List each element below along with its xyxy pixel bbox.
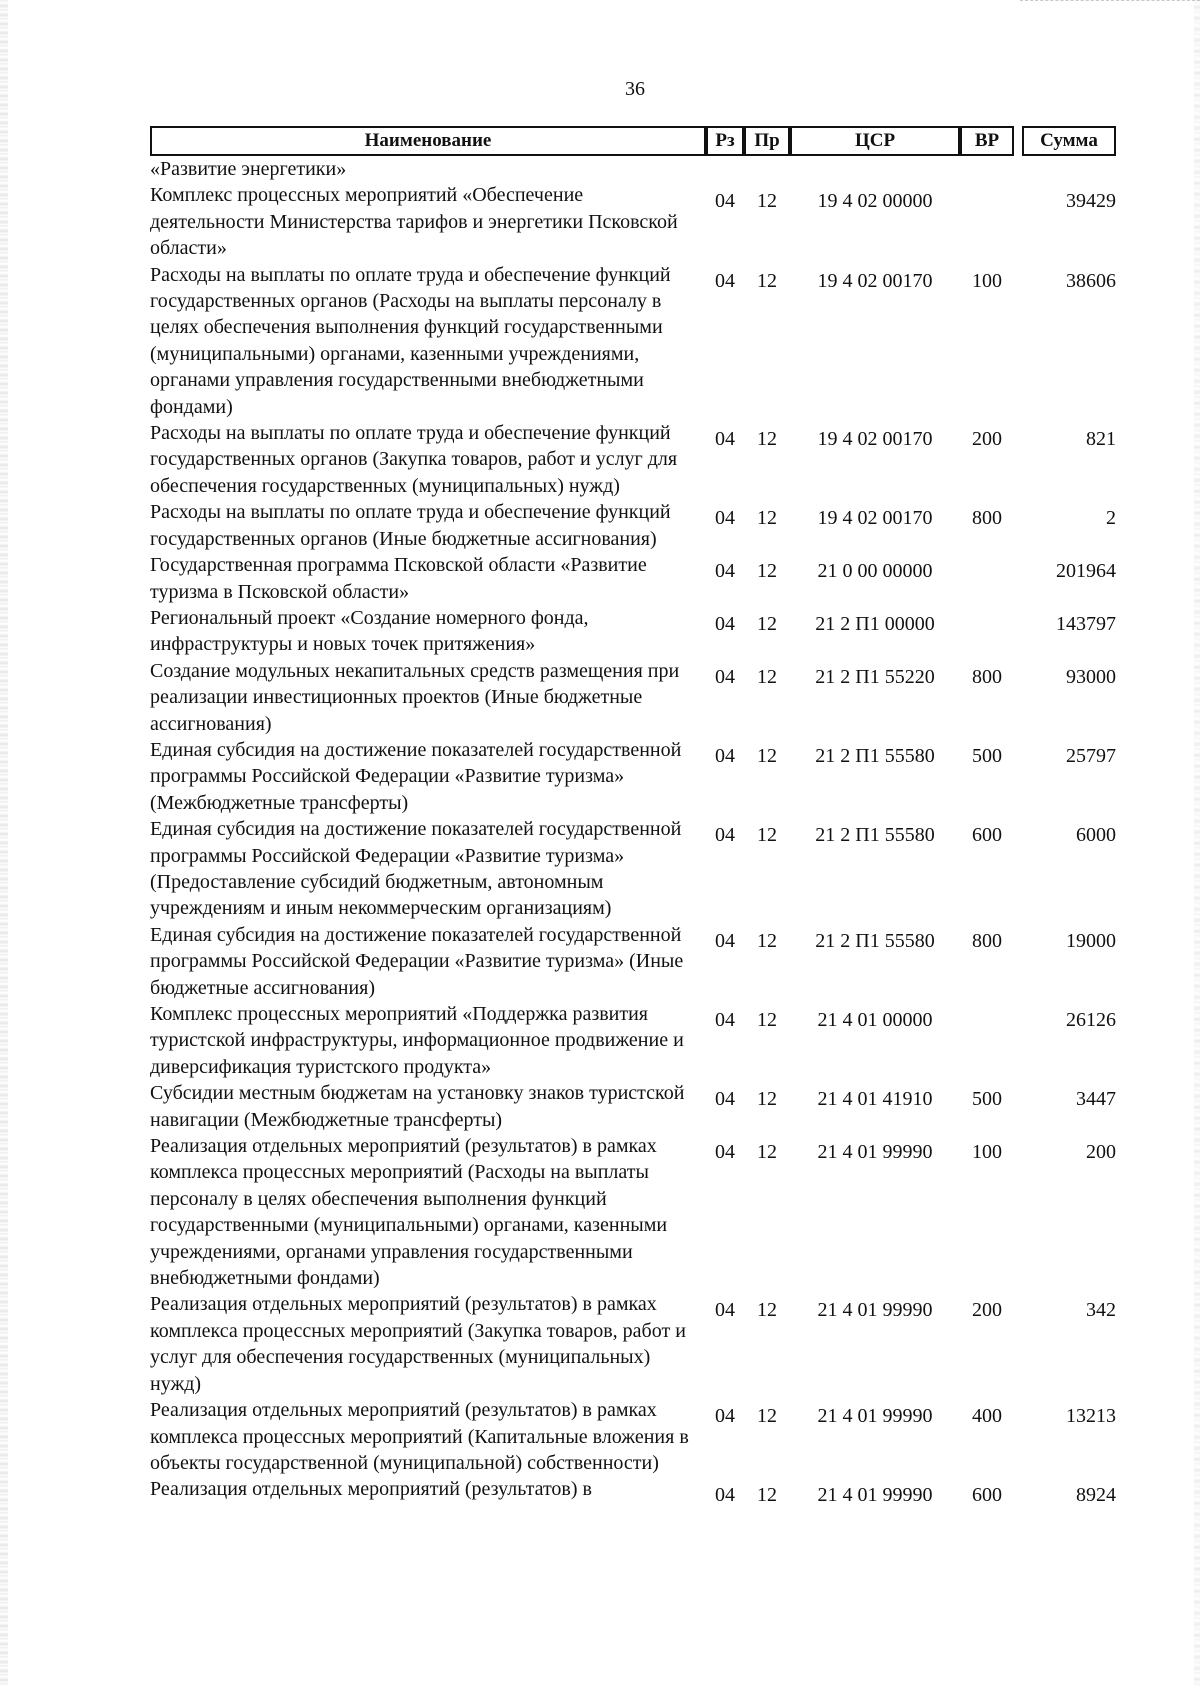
table-row — [150, 605, 1116, 658]
cell-rz: 04 — [715, 1299, 735, 1322]
cell-vr: 100 — [972, 1141, 1002, 1164]
table-row — [150, 156, 1116, 182]
cell-name: Комплекс процессных мероприятий «Поддержка развития туристской инфраструктуры, информационное продвижение и диверсификация туристского продукта» — [150, 1003, 684, 1078]
header-row — [150, 126, 1116, 156]
cell-name: «Развитие энергетики» — [150, 158, 347, 180]
cell-pr: 12 — [757, 1009, 777, 1031]
cell-gap — [1014, 922, 1022, 1001]
cell-gap — [1014, 420, 1022, 499]
cell-sum: 200 — [1086, 1141, 1116, 1164]
cell-vr: 200 — [972, 428, 1002, 451]
cell-vr: 100 — [972, 269, 1002, 292]
header-rz: Рз — [706, 126, 744, 156]
cell-pr: 12 — [757, 824, 777, 847]
cell-vr: 600 — [972, 824, 1002, 847]
table-row — [150, 658, 1116, 737]
cell-rz: 04 — [715, 269, 735, 292]
page-number: 36 — [625, 78, 645, 100]
table-row — [150, 420, 1116, 499]
cell-csr: 19 4 02 00170 — [817, 269, 933, 292]
header-gap — [1014, 126, 1022, 156]
cell-pr: 12 — [757, 929, 777, 952]
table-row — [150, 499, 1116, 552]
cell-sum: 342 — [1086, 1299, 1116, 1322]
cell-name: Расходы на выплаты по оплате труда и обеспечение функций государственных органов (Иные бюджетные ассигнования) — [150, 501, 671, 550]
cell-csr — [790, 156, 960, 182]
cell-sum: 821 — [1086, 428, 1116, 451]
cell-gap — [1014, 552, 1022, 605]
cell-rz: 04 — [715, 1141, 735, 1164]
cell-gap — [1014, 156, 1022, 182]
cell-rz: 04 — [715, 560, 735, 583]
cell-csr: 21 4 01 99990 — [817, 1405, 933, 1428]
cell-rz: 04 — [715, 929, 735, 952]
cell-rz: 04 — [715, 744, 735, 767]
cell-vr — [960, 605, 1014, 658]
cell-rz: 04 — [715, 824, 735, 847]
cell-vr: 800 — [972, 665, 1002, 688]
table-row — [150, 552, 1116, 605]
cell-csr: 21 2 П1 00000 — [815, 612, 935, 635]
cell-sum: 19000 — [1066, 929, 1116, 952]
cell-gap — [1014, 1291, 1022, 1397]
budget-table-container — [150, 126, 1116, 1509]
table-row — [150, 737, 1116, 816]
table-row — [150, 1133, 1116, 1291]
header-csr: ЦСР — [790, 126, 960, 156]
cell-name: Региональный проект «Создание номерного фонда, инфраструктуры и новых точек притяжения» — [150, 606, 589, 656]
cell-gap — [1014, 1397, 1022, 1476]
cell-gap — [1014, 658, 1022, 737]
cell-sum: 38606 — [1066, 269, 1116, 292]
cell-rz — [706, 156, 744, 182]
cell-csr: 21 4 01 99990 — [817, 1299, 933, 1322]
cell-sum: 13213 — [1066, 1405, 1116, 1428]
cell-pr: 12 — [757, 612, 777, 635]
table-row — [150, 262, 1116, 420]
cell-vr: 800 — [972, 507, 1002, 530]
cell-csr: 21 4 01 99990 — [817, 1484, 933, 1507]
cell-gap — [1014, 499, 1022, 552]
cell-name: Единая субсидия на достижение показателей государственной программы Российской Федерации «Развитие туризма» (Межбюджетные трансферты) — [150, 738, 682, 814]
cell-gap — [1014, 1001, 1022, 1080]
budget-table — [150, 126, 1116, 1509]
scan-top-mark — [1020, 0, 1200, 4]
cell-pr: 12 — [757, 744, 777, 767]
scan-edge-left — [0, 0, 8, 1686]
cell-pr: 12 — [757, 507, 777, 530]
cell-vr: 500 — [972, 744, 1002, 767]
cell-vr: 400 — [972, 1405, 1002, 1428]
table-row — [150, 922, 1116, 1001]
cell-sum: 3447 — [1076, 1088, 1116, 1111]
cell-rz: 04 — [715, 428, 735, 451]
table-body — [150, 156, 1116, 1509]
cell-rz: 04 — [715, 1009, 735, 1031]
header-name: Наименование — [150, 126, 706, 156]
cell-csr: 19 4 02 00170 — [817, 507, 933, 530]
cell-name: Реализация отдельных мероприятий (результатов) в рамках комплекса процессных мероприятий (Расходы на выплаты персоналу в целях обеспечения выполнения функций государственными (муниципальными) органами, казенными учреждениями, органами управления государственными внебюджетными фондами) — [150, 1135, 668, 1290]
cell-csr: 21 4 01 41910 — [817, 1088, 933, 1111]
cell-rz: 04 — [715, 1088, 735, 1111]
cell-csr: 19 4 02 00170 — [817, 428, 933, 451]
cell-vr — [960, 156, 1014, 182]
cell-rz: 04 — [715, 507, 735, 530]
table-row — [150, 1476, 1116, 1508]
cell-rz: 04 — [715, 665, 735, 688]
cell-sum: 39429 — [1066, 190, 1116, 213]
cell-rz: 04 — [715, 190, 735, 213]
cell-name: Субсидии местным бюджетам на установку знаков туристской навигации (Межбюджетные трансферты) — [150, 1082, 685, 1131]
cell-sum: 25797 — [1066, 744, 1116, 767]
cell-csr: 21 4 01 99990 — [817, 1141, 933, 1164]
cell-vr: 600 — [972, 1484, 1002, 1507]
cell-sum — [1022, 156, 1116, 182]
cell-name: Государственная программа Псковской области «Развитие туризма в Псковской области» — [150, 554, 647, 603]
cell-gap — [1014, 1133, 1022, 1291]
cell-gap — [1014, 1476, 1022, 1508]
cell-sum: 143797 — [1056, 612, 1116, 635]
cell-name: Реализация отдельных мероприятий (результатов) в — [150, 1478, 592, 1501]
cell-sum: 93000 — [1066, 665, 1116, 688]
cell-pr: 12 — [757, 1405, 777, 1428]
cell-pr: 12 — [757, 269, 777, 292]
cell-csr: 21 2 П1 55220 — [815, 665, 935, 688]
cell-csr: 21 2 П1 55580 — [815, 929, 935, 952]
cell-csr: 21 0 00 00000 — [817, 560, 933, 583]
cell-sum: 26126 — [1066, 1009, 1116, 1031]
cell-pr: 12 — [757, 1299, 777, 1322]
cell-sum: 6000 — [1076, 824, 1116, 847]
cell-gap — [1014, 182, 1022, 261]
cell-pr: 12 — [757, 1141, 777, 1164]
cell-rz: 04 — [715, 1405, 735, 1428]
table-row — [150, 1001, 1116, 1080]
cell-pr: 12 — [757, 1484, 777, 1507]
cell-sum: 2 — [1106, 507, 1116, 530]
cell-gap — [1014, 816, 1022, 922]
cell-gap — [1014, 1080, 1022, 1133]
cell-rz: 04 — [715, 1484, 735, 1507]
table-row — [150, 816, 1116, 922]
cell-csr: 21 2 П1 55580 — [815, 744, 935, 767]
cell-name: Единая субсидия на достижение показателей государственной программы Российской Федерации «Развитие туризма» (Предоставление субсидий бюджетным, автономным учреждениям и иным некоммерческим организациям) — [150, 818, 682, 920]
cell-gap — [1014, 737, 1022, 816]
cell-vr — [960, 182, 1014, 261]
cell-name: Единая субсидия на достижение показателей государственной программы Российской Федерации «Развитие туризма» (Иные бюджетные ассигнования) — [150, 923, 684, 999]
cell-name: Расходы на выплаты по оплате труда и обеспечение функций государственных органов (Расходы на выплаты персоналу в целях обеспечения выполнения функций государственными (муниципальными) органами, казенными учреждениями, органами управления государственными внебюджетными фондами) — [150, 263, 671, 418]
cell-name: Создание модульных некапитальных средств размещения при реализации инвестиционных проектов (Иные бюджетные ассигнования) — [150, 659, 680, 735]
cell-vr — [960, 1001, 1014, 1080]
cell-pr: 12 — [757, 665, 777, 688]
header-pr: Пр — [744, 126, 790, 156]
cell-csr: 19 4 02 00000 — [817, 190, 933, 213]
table-row — [150, 1080, 1116, 1133]
cell-vr: 200 — [972, 1299, 1002, 1322]
table-header — [150, 126, 1116, 156]
cell-csr: 21 2 П1 55580 — [815, 824, 935, 847]
table-row — [150, 1397, 1116, 1476]
header-sum: Сумма — [1022, 126, 1116, 156]
cell-sum: 201964 — [1056, 560, 1116, 583]
cell-name: Реализация отдельных мероприятий (результатов) в рамках комплекса процессных мероприятий (Капитальные вложения в объекты государственной (муниципальной) собственности) — [150, 1399, 689, 1474]
cell-vr: 500 — [972, 1088, 1002, 1111]
cell-vr: 800 — [972, 929, 1002, 952]
cell-vr — [960, 552, 1014, 605]
cell-pr: 12 — [757, 190, 777, 213]
header-vr: ВР — [960, 126, 1014, 156]
cell-pr: 12 — [757, 560, 777, 583]
cell-pr: 12 — [757, 1088, 777, 1111]
table-row — [150, 182, 1116, 261]
cell-gap — [1014, 262, 1022, 420]
scan-edge-right — [1194, 0, 1200, 1686]
cell-pr — [744, 156, 790, 182]
cell-csr: 21 4 01 00000 — [817, 1009, 933, 1031]
table-row — [150, 1291, 1116, 1397]
cell-gap — [1014, 605, 1022, 658]
cell-pr: 12 — [757, 428, 777, 451]
cell-sum: 8924 — [1076, 1484, 1116, 1507]
cell-rz: 04 — [715, 612, 735, 635]
cell-name: Расходы на выплаты по оплате труда и обеспечение функций государственных органов (Закупка товаров, работ и услуг для обеспечения государственных (муниципальных) нужд) — [150, 422, 678, 497]
cell-name: Комплекс процессных мероприятий «Обеспечение деятельности Министерства тарифов и энергетики Псковской области» — [150, 184, 678, 260]
cell-name: Реализация отдельных мероприятий (результатов) в рамках комплекса процессных мероприятий (Закупка товаров, работ и услуг для обеспечения государственных (муниципальных) нужд) — [150, 1293, 686, 1395]
